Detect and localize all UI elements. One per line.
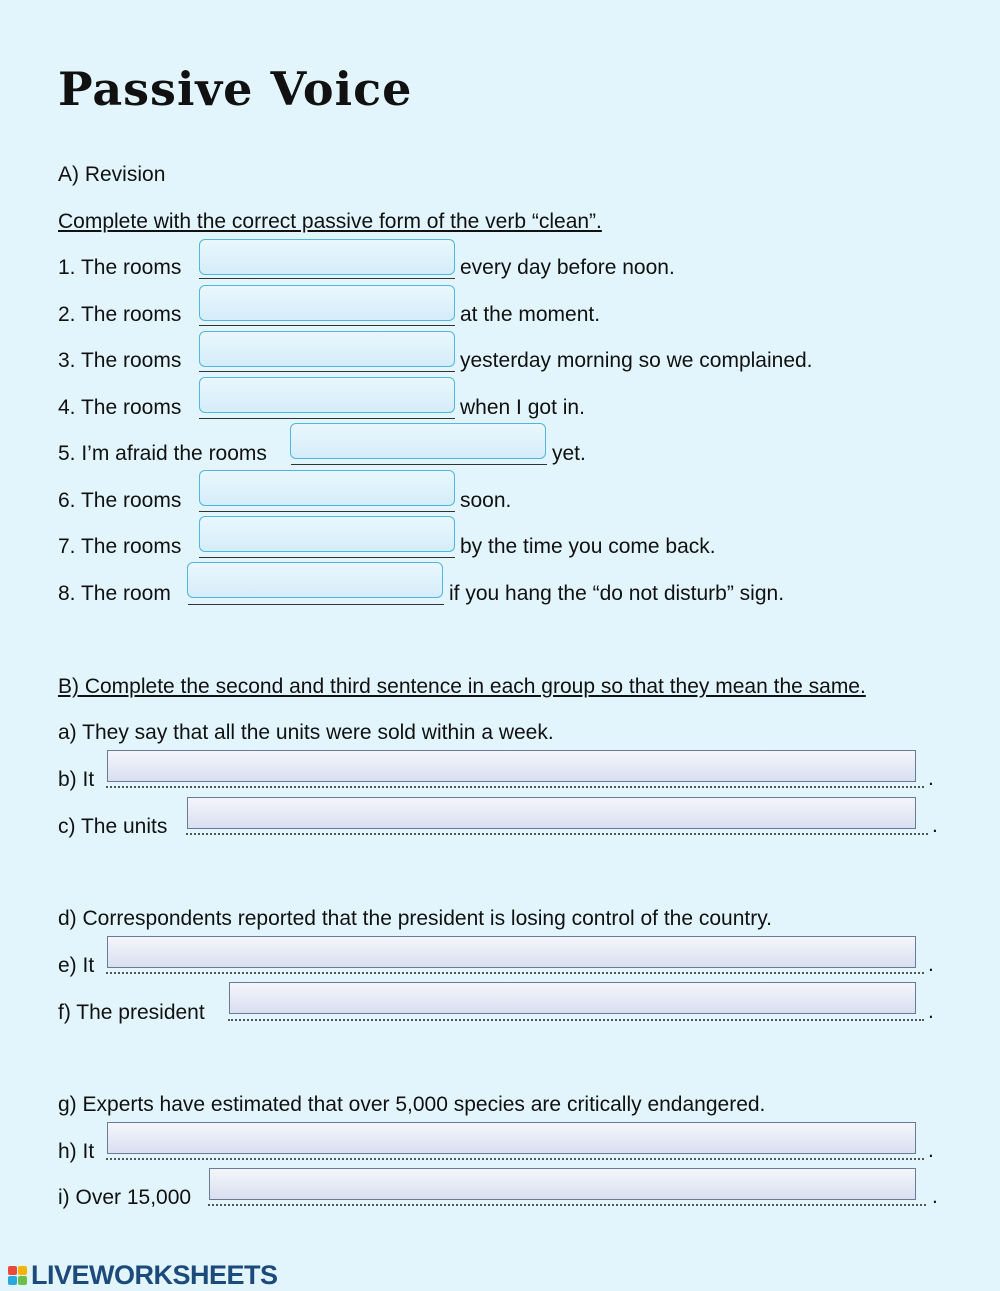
line-label: i) Over 15,000 bbox=[58, 1186, 192, 1209]
item-suffix: by the time you come back. bbox=[460, 535, 716, 558]
answer-line bbox=[199, 323, 455, 326]
answer-line bbox=[199, 416, 455, 419]
section-a-heading: A) Revision bbox=[58, 163, 166, 186]
item-suffix: at the moment. bbox=[460, 303, 601, 326]
answer-input-1[interactable] bbox=[199, 239, 455, 275]
liveworksheets-logo bbox=[8, 1260, 278, 1291]
group-sentence: a) They say that all the units were sold within a week. bbox=[58, 721, 554, 744]
answer-input-3[interactable] bbox=[199, 331, 455, 367]
item-prefix: 4. The rooms bbox=[58, 396, 182, 419]
end-mark: . bbox=[932, 814, 938, 837]
item-prefix: 8. The room bbox=[58, 582, 171, 605]
dotted-line bbox=[106, 784, 924, 788]
item-suffix: if you hang the “do not disturb” sign. bbox=[449, 582, 785, 605]
answer-line bbox=[199, 369, 455, 372]
group-sentence: g) Experts have estimated that over 5,000 species are critically endangered. bbox=[58, 1093, 766, 1116]
answer-input-e[interactable] bbox=[107, 936, 916, 968]
item-suffix: yesterday morning so we complained. bbox=[460, 349, 813, 372]
line-label: b) It bbox=[58, 768, 95, 791]
line-label: c) The units bbox=[58, 815, 168, 838]
answer-input-i[interactable] bbox=[209, 1168, 916, 1200]
answer-line bbox=[291, 462, 547, 465]
item-prefix: 1. The rooms bbox=[58, 256, 182, 279]
end-mark: . bbox=[928, 767, 934, 790]
answer-input-6[interactable] bbox=[199, 470, 455, 506]
answer-input-5[interactable] bbox=[290, 423, 546, 459]
item-prefix: 3. The rooms bbox=[58, 349, 182, 372]
line-label: e) It bbox=[58, 954, 95, 977]
dotted-line bbox=[208, 1202, 926, 1206]
answer-input-7[interactable] bbox=[199, 516, 455, 552]
answer-input-b[interactable] bbox=[107, 750, 916, 782]
answer-line bbox=[188, 602, 444, 605]
dotted-line bbox=[106, 970, 924, 974]
item-suffix: when I got in. bbox=[460, 396, 585, 419]
page-title: Passive Voice bbox=[58, 62, 413, 116]
section-b-instruction: B) Complete the second and third sentence in each group so that they mean the same. bbox=[58, 675, 866, 698]
group-sentence: d) Correspondents reported that the president is losing control of the country. bbox=[58, 907, 773, 930]
end-mark: . bbox=[928, 1139, 934, 1162]
section-a-instruction: Complete with the correct passive form of the verb “clean”. bbox=[58, 210, 602, 233]
item-prefix: 6. The rooms bbox=[58, 489, 182, 512]
item-prefix: 5. I’m afraid the rooms bbox=[58, 442, 267, 465]
end-mark: . bbox=[928, 1000, 934, 1023]
answer-input-8[interactable] bbox=[187, 562, 443, 598]
dotted-line bbox=[106, 1156, 924, 1160]
item-prefix: 7. The rooms bbox=[58, 535, 182, 558]
end-mark: . bbox=[928, 953, 934, 976]
item-suffix: every day before noon. bbox=[460, 256, 675, 279]
line-label: f) The president bbox=[58, 1001, 205, 1024]
answer-input-c[interactable] bbox=[187, 797, 916, 829]
line-label: h) It bbox=[58, 1140, 95, 1163]
item-suffix: soon. bbox=[460, 489, 512, 512]
answer-input-h[interactable] bbox=[107, 1122, 916, 1154]
dotted-line bbox=[228, 1017, 924, 1021]
answer-line bbox=[199, 509, 455, 512]
end-mark: . bbox=[932, 1185, 938, 1208]
answer-input-2[interactable] bbox=[199, 285, 455, 321]
answer-line bbox=[199, 276, 455, 279]
logo-grid-icon bbox=[8, 1266, 27, 1285]
item-prefix: 2. The rooms bbox=[58, 303, 182, 326]
logo-text: LIVEWORKSHEETS bbox=[31, 1260, 278, 1290]
answer-input-f[interactable] bbox=[229, 982, 916, 1014]
dotted-line bbox=[186, 831, 928, 835]
item-suffix: yet. bbox=[552, 442, 586, 465]
answer-input-4[interactable] bbox=[199, 377, 455, 413]
answer-line bbox=[199, 555, 455, 558]
